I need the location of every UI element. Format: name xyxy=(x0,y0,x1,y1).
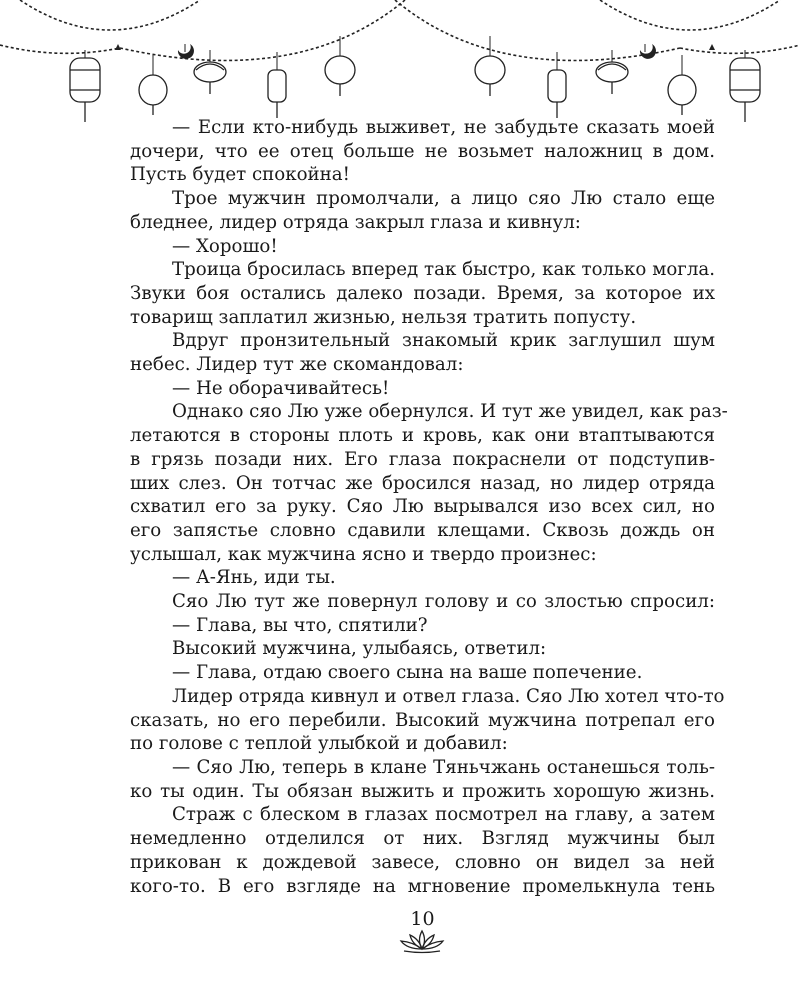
text-line: Звуки боя остались далеко позади. Время, за которое их xyxy=(130,282,715,304)
text-line: схватил его за руку. Сяо Лю вырывался изо всех сил, но xyxy=(130,496,715,518)
text-line: Высокий мужчина, улыбаясь, ответил: xyxy=(172,638,547,660)
page-number: 10 xyxy=(410,908,435,930)
text-line: товарищ заплатил жизнью, нельзя тратить попусту. xyxy=(130,306,637,328)
text-line: ко ты один. Ты обязан выжить и прожить хорошую жизнь. xyxy=(130,780,715,802)
text-line: кого-то. В его взгляде на мгновение промелькнула тень xyxy=(130,875,715,897)
text-line: прикован к дождевой завесе, словно он видел за ней xyxy=(130,851,715,873)
text-line: в грязь позади них. Его глаза покраснели от подступив- xyxy=(130,448,715,470)
text-line: — Если кто-нибудь выживет, не забудьте сказать моей xyxy=(172,117,715,138)
text-line: дочери, что ее отец больше не возьмет наложниц в дом. xyxy=(130,140,715,162)
text-line: летаются в стороны плоть и кровь, как они втаптываются xyxy=(130,425,715,447)
text-line: ших слез. Он тотчас же бросился назад, но лидер отряда xyxy=(130,472,715,494)
text-line: Троица бросилась вперед так быстро, как только могла. xyxy=(172,259,715,281)
header-lantern-ornament xyxy=(0,0,800,135)
text-line: — Не оборачивайтесь! xyxy=(172,377,390,399)
text-line: — Глава, вы что, спятили? xyxy=(172,614,428,636)
text-line: Однако сяо Лю уже обернулся. И тут же увидел, как раз- xyxy=(172,401,728,423)
text-line: Лидер отряда кивнул и отвел глаза. Сяо Лю хотел что-то xyxy=(172,685,725,707)
text-line: немедленно отделился от них. Взгляд мужчины был xyxy=(130,828,715,850)
lotus-ornament xyxy=(398,928,446,954)
text-line: сказать, но его перебили. Высокий мужчина потрепал его xyxy=(130,709,715,731)
text-line: Страж с блеском в глазах посмотрел на главу, а затем xyxy=(172,804,715,826)
text-line: Пусть будет спокойна! xyxy=(130,164,350,186)
text-line: — Сяо Лю, теперь в клане Тяньчжань останешься толь- xyxy=(172,756,715,778)
text-line: Сяо Лю тут же повернул голову и со злостью спросил: xyxy=(172,591,715,613)
text-line: небес. Лидер тут же скомандовал: xyxy=(130,354,464,376)
text-line: Вдруг пронзительный знакомый крик заглушил шум xyxy=(172,330,715,352)
text-line: услышал, как мужчина ясно и твердо произнес: xyxy=(130,543,597,565)
text-line: бледнее, лидер отряда закрыл глаза и кивнул: xyxy=(130,211,581,233)
text-line: его запястье словно сдавили клещами. Сквозь дождь он xyxy=(130,519,715,541)
text-line: Трое мужчин промолчали, а лицо сяо Лю стало еще xyxy=(172,188,715,210)
text-line: — Глава, отдаю своего сына на ваше попечение. xyxy=(172,662,643,684)
text-line: по голове с теплой улыбкой и добавил: xyxy=(130,733,508,755)
page-body-text xyxy=(130,116,728,898)
text-line: — А-Янь, иди ты. xyxy=(172,567,336,589)
text-line: — Хорошо! xyxy=(172,235,278,257)
